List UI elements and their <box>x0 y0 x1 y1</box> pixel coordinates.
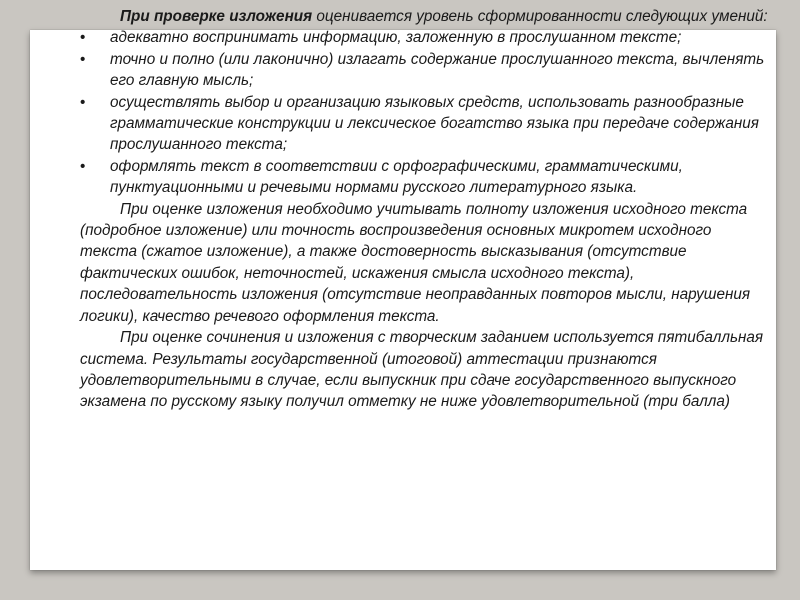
evaluation-paragraph: При оценке изложения необходимо учитывать полноту изложения исходного текста (подробное изложение) или точность воспроизведения основных микротем исходного текста (сжатое изложение), а также достоверность высказывания (отсутствие фактических ошибок, неточностей, искажения смысла исходного текста), последовательность изложения (отсутствие неоправданных повторов мысли, нарушения логики), качество речевого оформления текста. <box>80 200 751 325</box>
list-item <box>80 27 770 48</box>
list-item <box>80 92 770 156</box>
bullet-icon: • <box>80 50 86 68</box>
intro-rest-text: оценивается уровень сформированности следующих умений: <box>312 8 768 25</box>
skills-list <box>80 27 770 198</box>
list-item-text: оформлять текст в соответствии с орфографическими, грамматическими, пунктуационными и речевыми нормами русского литературного языка. <box>110 157 683 197</box>
bullet-icon: • <box>80 157 86 175</box>
bullet-icon: • <box>80 29 86 47</box>
intro-paragraph <box>80 6 770 27</box>
bullet-icon: • <box>80 93 86 111</box>
list-item-text: адекватно воспринимать информацию, заложенную в прослушанном тексте; <box>110 29 682 47</box>
list-item-text: осуществлять выбор и организацию языковых средств, использовать разнообразные грамматические конструкции и лексическое богатство языка при передаче содержания прослушанного текста; <box>110 93 759 154</box>
list-item-text: точно и полно (или лаконично) излагать содержание прослушанного текста, вычленять его главную мысль; <box>110 50 765 90</box>
slide-text <box>80 6 770 413</box>
list-item <box>80 156 770 199</box>
intro-bold-text: При проверке изложения <box>120 8 313 25</box>
list-item <box>80 49 770 92</box>
grading-paragraph: При оценке сочинения и изложения с творческим заданием используется пятибалльная система. Результаты государственной (итоговой) аттестации признаются удовлетворительными в случае, если выпускник при сдаче государственного выпускного экзамена по русскому языку получил отметку не ниже удовлетворительной (три балла) <box>80 329 764 411</box>
slide <box>30 8 776 570</box>
